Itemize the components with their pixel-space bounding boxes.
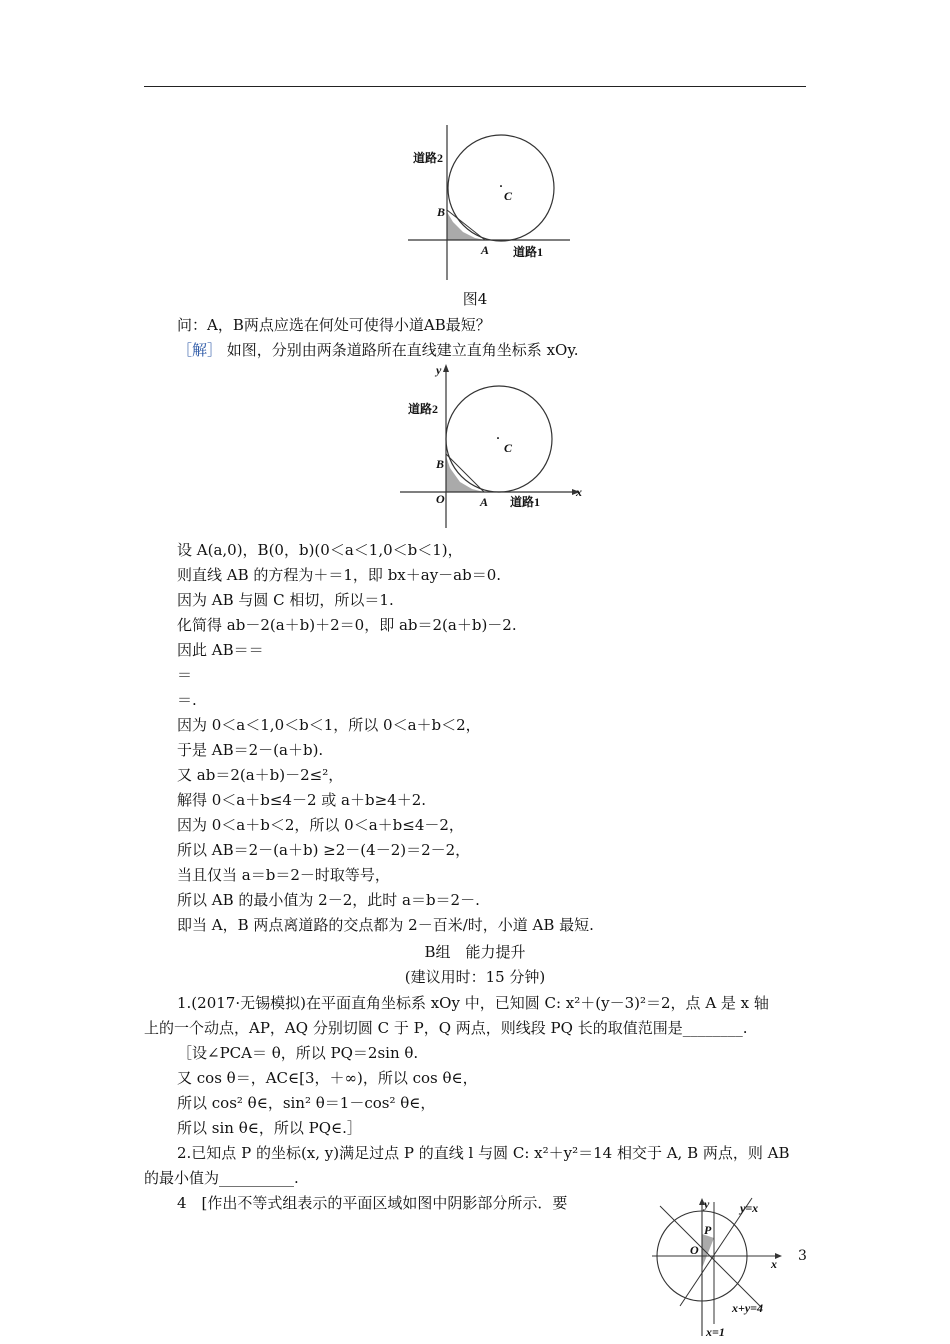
step-line: ＝. bbox=[177, 691, 197, 709]
page-number: 3 bbox=[798, 1248, 807, 1264]
problem1-solution: ［设∠PCA＝ θ，所以 PQ＝2sin θ. bbox=[177, 1044, 419, 1062]
label-origin: O bbox=[690, 1243, 699, 1257]
step-line: 化简得 ab－2(a＋b)＋2＝0，即 ab＝2(a＋b)－2. bbox=[177, 616, 517, 634]
solution-tag: ［解］ bbox=[177, 341, 223, 359]
label-c: C bbox=[504, 189, 513, 203]
step-line: 即当 A，B 两点离道路的交点都为 2－百米/时，小道 AB 最短. bbox=[177, 916, 594, 934]
label-c: C bbox=[504, 441, 513, 455]
step-line: 解得 0＜a＋b≤4－2 或 a＋b≥4＋2. bbox=[177, 791, 427, 809]
figure-coordinate-system bbox=[398, 362, 588, 532]
axis-label-y: y bbox=[704, 1197, 710, 1211]
step-line: 设 A(a,0)，B(0，b)(0＜a＜1,0＜b＜1)， bbox=[177, 541, 463, 559]
problem2-line2: 的最小值为__________. bbox=[144, 1169, 299, 1187]
label-road1: 道路1 bbox=[513, 245, 544, 259]
solution-intro bbox=[177, 340, 579, 360]
question-text: 问：A，B两点应选在何处可使得小道AB最短？ bbox=[177, 316, 491, 334]
problem2-solution: 4 [作出不等式组表示的平面区域如图中阴影部分所示．要 bbox=[177, 1194, 568, 1212]
label-a: A bbox=[481, 243, 490, 257]
center-dot: · bbox=[496, 431, 501, 445]
problem2-line1: 2.已知点 P 的坐标(x, y)满足过点 P 的直线 l 与圆 C: x²＋y²＝14 相交于 A, B 两点，则 AB bbox=[177, 1144, 790, 1162]
problem1-solution: 所以 cos² θ∈，sin² θ＝1－cos² θ∈， bbox=[177, 1094, 436, 1112]
label-origin: O bbox=[436, 492, 445, 506]
problem1-line2: 上的一个动点，AP，AQ 分别切圆 C 于 P，Q 两点，则线段 PQ 长的取值范围是________. bbox=[144, 1019, 748, 1037]
section-time: (建议用时：15 分钟) bbox=[404, 968, 546, 986]
step-line: 则直线 AB 的方程为＋＝1，即 bx＋ay－ab＝0. bbox=[177, 566, 502, 584]
label-line-x-eq-1: x=1 bbox=[706, 1325, 725, 1339]
figure-inequality-region bbox=[650, 1196, 790, 1338]
center-dot: · bbox=[499, 179, 504, 193]
step-line: ＝ bbox=[177, 666, 193, 684]
solution-intro-text: 如图，分别由两条道路所在直线建立直角坐标系 xOy. bbox=[226, 341, 579, 359]
label-a: A bbox=[480, 495, 489, 509]
figure-4-road-circle bbox=[405, 120, 575, 285]
step-line: 所以 AB＝2－(a＋b) ≥2－(4－2)＝2－2， bbox=[177, 841, 471, 859]
step-line: 因为 0＜a＜1,0＜b＜1，所以 0＜a＋b＜2， bbox=[177, 716, 481, 734]
axis-label-y: y bbox=[436, 363, 442, 377]
header-rule bbox=[144, 86, 806, 87]
label-road2: 道路2 bbox=[413, 151, 444, 165]
step-line: 因为 0＜a＋b＜2，所以 0＜a＋b≤4－2， bbox=[177, 816, 464, 834]
label-b: B bbox=[436, 457, 445, 471]
step-line: 于是 AB＝2－(a＋b). bbox=[177, 741, 324, 759]
step-line: 所以 AB 的最小值为 2－2，此时 a＝b＝2－. bbox=[177, 891, 480, 909]
step-line: 因为 AB 与圆 C 相切，所以＝1. bbox=[177, 591, 394, 609]
axis-label-x: x bbox=[771, 1257, 777, 1271]
figure-caption: 图4 bbox=[462, 290, 488, 308]
label-road1: 道路1 bbox=[510, 495, 541, 509]
label-b: B bbox=[437, 205, 446, 219]
step-line: 当且仅当 a＝b＝2－时取等号， bbox=[177, 866, 390, 884]
label-p: P bbox=[704, 1223, 712, 1237]
label-road2: 道路2 bbox=[408, 402, 439, 416]
problem1-solution: 所以 sin θ∈，所以 PQ∈.］ bbox=[177, 1119, 362, 1137]
problem1-solution: 又 cos θ＝，AC∈[3，＋∞)，所以 cos θ∈， bbox=[177, 1069, 478, 1087]
section-title: B组 能力提升 bbox=[424, 943, 526, 961]
step-line: 又 ab＝2(a＋b)－2≤²， bbox=[177, 766, 344, 784]
axis-label-x: x bbox=[576, 485, 582, 499]
problem1-line1: 1.(2017·无锡模拟)在平面直角坐标系 xOy 中，已知圆 C: x²＋(y－3)²＝2，点 A 是 x 轴 bbox=[177, 994, 769, 1012]
step-line: 因此 AB＝＝ bbox=[177, 641, 264, 659]
label-line-y-eq-x: y=x bbox=[740, 1201, 759, 1215]
label-line-x-plus-y: x+y=4 bbox=[732, 1301, 764, 1315]
